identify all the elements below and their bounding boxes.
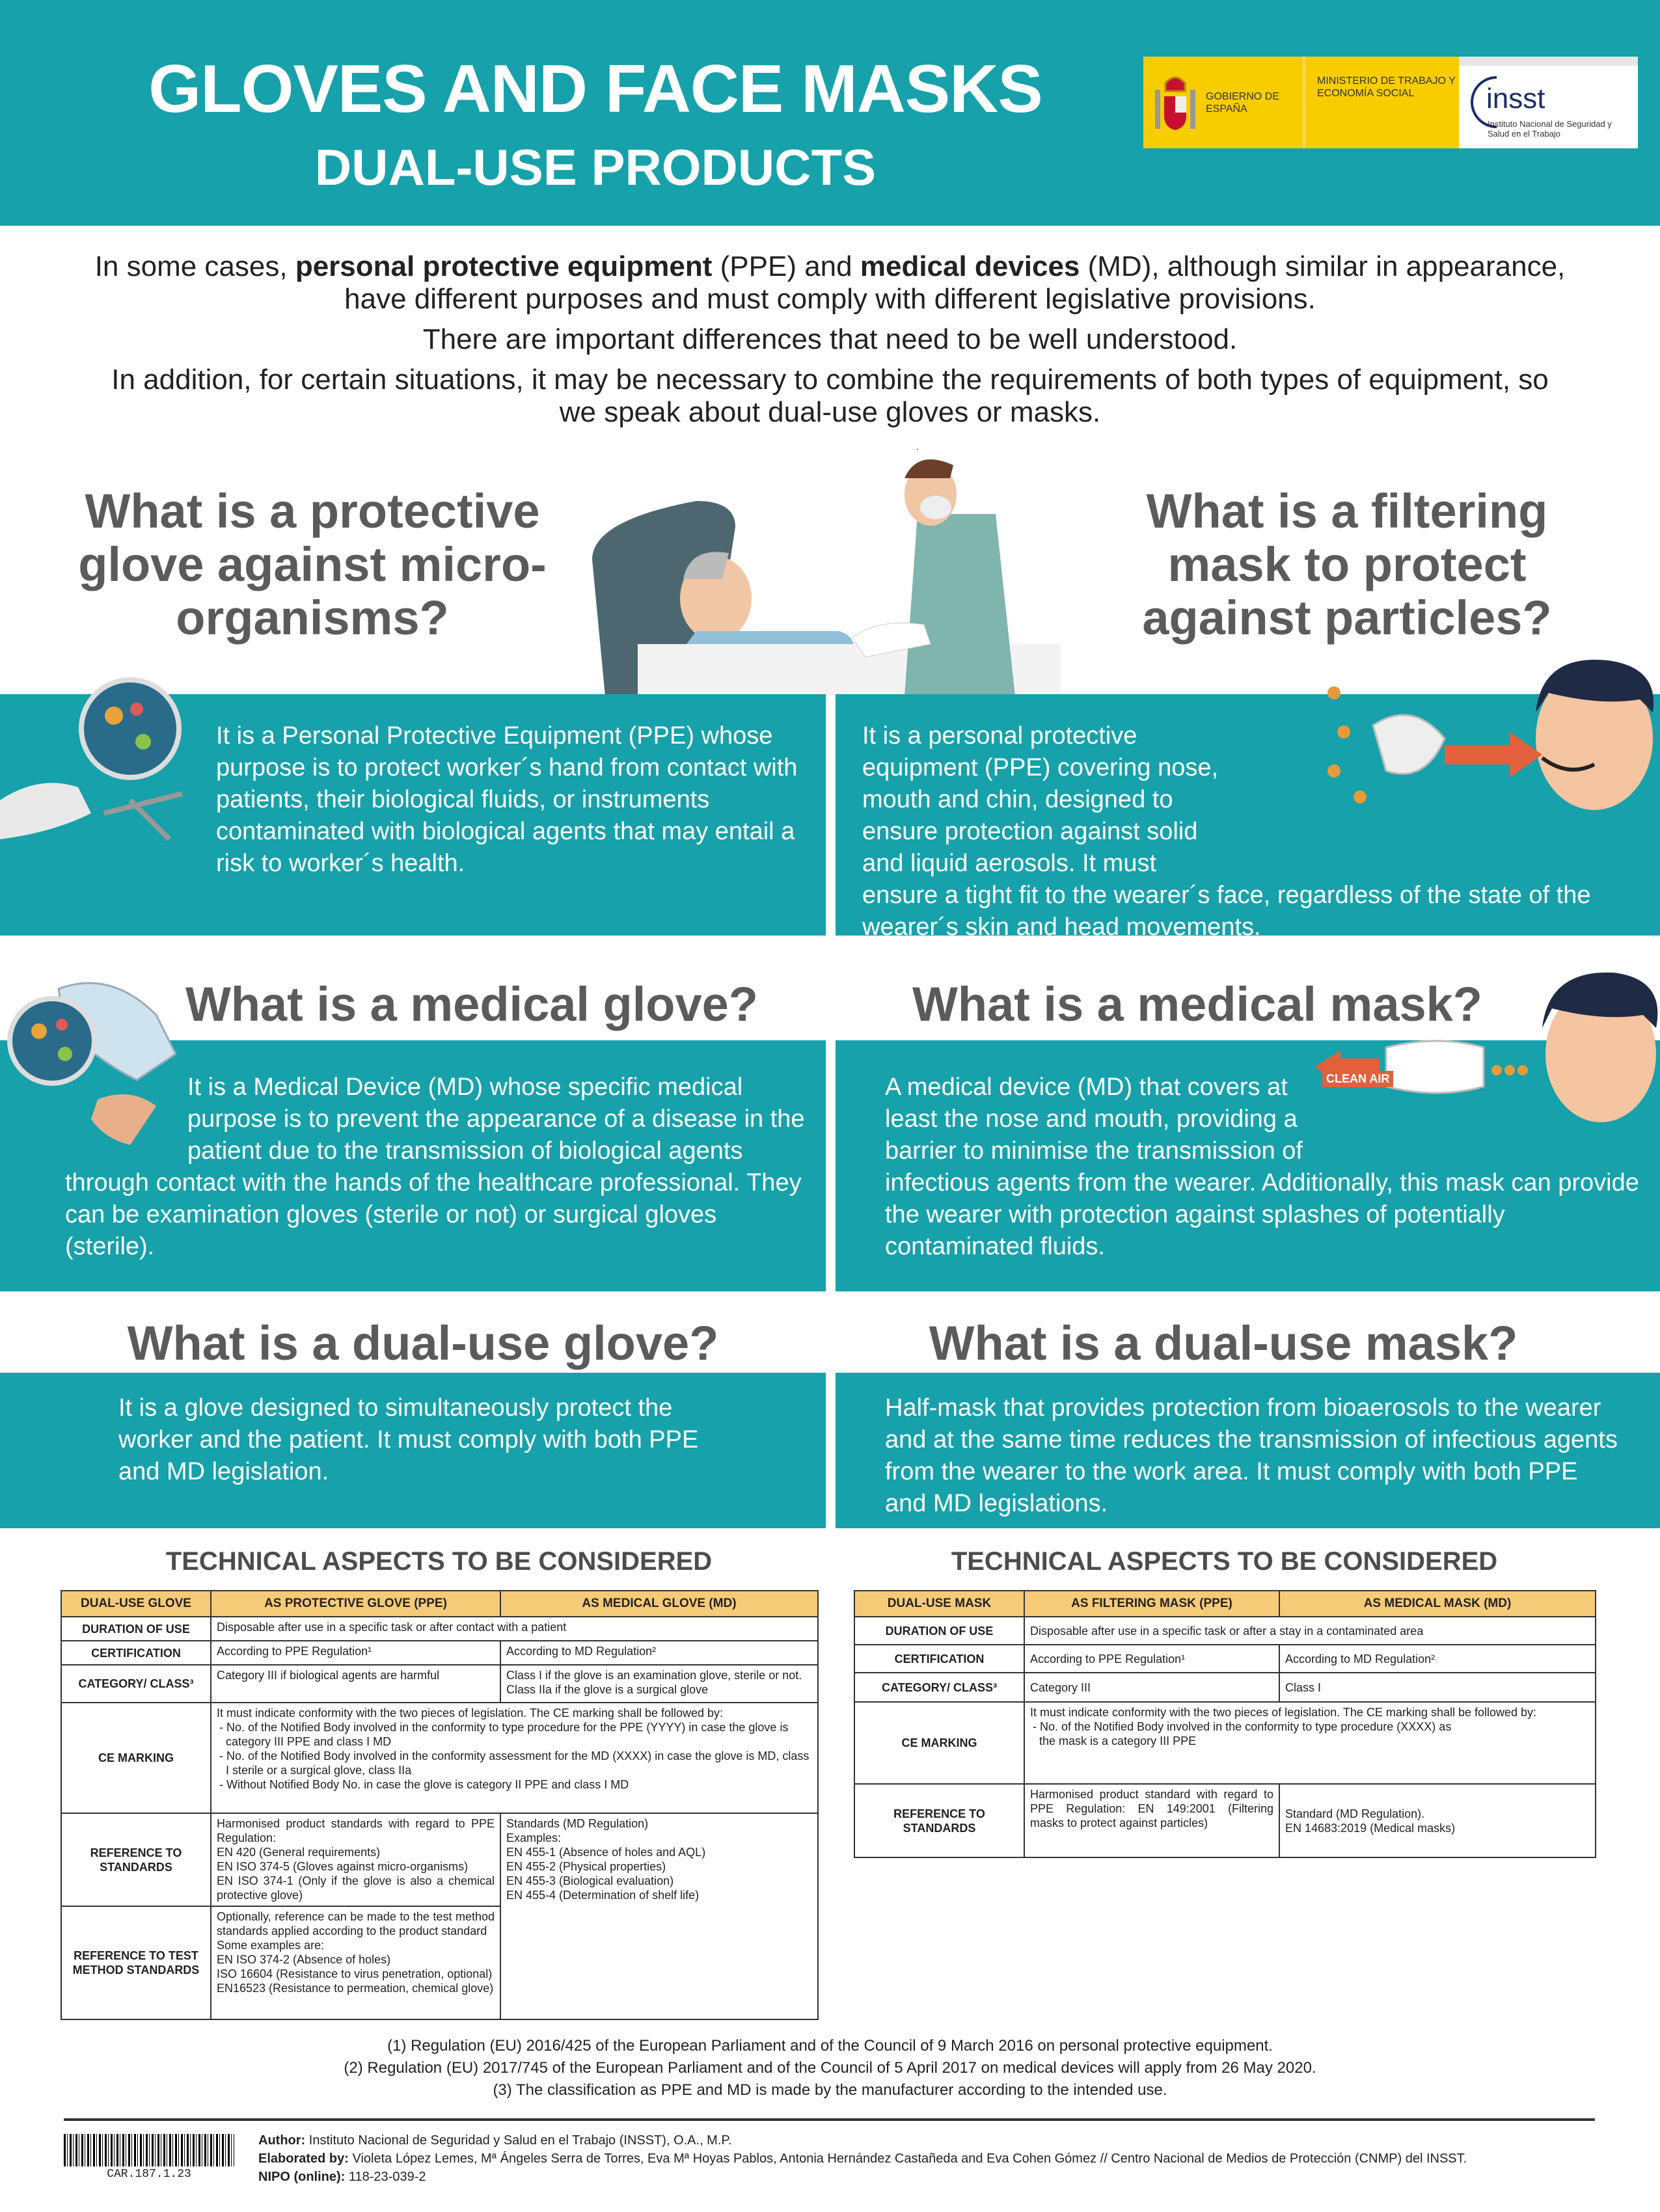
mask-table-certification-md: According to MD Regulation²	[1279, 1645, 1596, 1673]
mask-table	[854, 1590, 1596, 1858]
glove-table-standards-md-5: EN 455-4 (Determination of shelf life)	[506, 1889, 700, 1902]
mask-table-duration-value: Disposable after use in a specific task or after a stay in a contaminated area	[1024, 1617, 1596, 1645]
mask-table-category-ppe: Category III	[1024, 1673, 1279, 1702]
insst-wordmark: insst	[1486, 83, 1545, 115]
page-subtitle: DUAL-USE PRODUCTS	[314, 139, 877, 196]
footer-credits	[258, 2131, 1467, 2186]
glove-table-category-label: CATEGORY/ CLASS³	[61, 1665, 211, 1703]
mask-table-standards-md2: EN 14683:2019 (Medical masks)	[1285, 1821, 1456, 1835]
mask-table-title: TECHNICAL ASPECTS TO BE CONSIDERED	[951, 1547, 1498, 1576]
glove-table-ce-label: CE MARKING	[61, 1703, 211, 1813]
table-row	[854, 1645, 1596, 1673]
glove-table-duration-value: Disposable after use in a specific task or after contact with a patient	[211, 1617, 818, 1641]
mask-table-standards-label: REFERENCE TO STANDARDS	[854, 1784, 1024, 1857]
clean-air-label: CLEAN AIR	[1322, 1071, 1393, 1087]
mask-table-certification-ppe: According to PPE Regulation¹	[1024, 1645, 1279, 1673]
glove-table-test-ppe-4: EN16523 (Resistance to permeation, chemical glove)	[217, 1982, 494, 1995]
dual-glove-box	[0, 1373, 826, 1528]
footnotes	[0, 2035, 1660, 2101]
glove-microorganism-illustration	[0, 670, 202, 865]
intro-p2: There are important differences that need to be well understood.	[422, 323, 1238, 355]
glove-table-headers-2: AS MEDICAL GLOVE (MD)	[500, 1591, 818, 1617]
glove-table-test-ppe-3: ISO 16604 (Resistance to virus penetration, optional)	[217, 1967, 493, 1980]
glove-table-title: TECHNICAL ASPECTS TO BE CONSIDERED	[165, 1547, 713, 1576]
heading-filtering-mask: What is a filtering mask to protect against particles?	[1142, 484, 1552, 645]
glove-table-standards-md-1: Examples:	[506, 1831, 562, 1844]
glove-table-duration-label: DURATION OF USE	[61, 1617, 211, 1641]
intro-p1-c: (PPE) and	[712, 250, 860, 282]
mask-table-duration-label: DURATION OF USE	[854, 1617, 1024, 1645]
glove-table-standards-md-2: EN 455-1 (Absence of holes and AQL)	[506, 1846, 706, 1859]
glove-table-category-ppe: Category III if biological agents are harmful	[211, 1665, 500, 1703]
intro-p3: In addition, for certain situations, it may be necessary to combine the requirements of both types of equipment, so we speak about dual-use gloves or masks.	[111, 364, 1549, 428]
mask-table-headers-2: AS MEDICAL MASK (MD)	[1279, 1591, 1596, 1617]
glove-table-ce-items-0: - No. of the Notified Body involved in the conformity to type procedure for the PPE (YYYY) in case the glove is category III PPE and class I MD	[219, 1721, 789, 1748]
glove-table-ce-items-2: - Without Notified Body No. in case the glove is category II PPE and class I MD	[219, 1778, 629, 1791]
glove-table-ce-intro: It must indicate conformity with the two pieces of legislation. The CE marking shall be followed by:	[217, 1706, 724, 1720]
medical-glove-illustration	[0, 969, 189, 1152]
dual-mask-box	[836, 1373, 1660, 1528]
heading-medical-glove: What is a medical glove?	[185, 977, 758, 1031]
glove-table-ce-items-1: - No. of the Notified Body involved in the conformity assessment for the MD (XXXX) in case the glove is MD, class I sterile or a surgical glove, class IIa	[219, 1749, 810, 1777]
table-row	[854, 1673, 1596, 1702]
mask-table-category-md: Class I	[1279, 1673, 1596, 1702]
glove-table-category-md1: Class I if the glove is an examination glove, sterile or not.	[506, 1669, 802, 1682]
glove-table-standards-ppe-2: EN ISO 374-5 (Gloves against micro-organisms)	[217, 1860, 469, 1873]
mask-table-headers-0: DUAL-USE MASK	[854, 1591, 1024, 1617]
glove-table-standards-md-4: EN 455-3 (Biological evaluation)	[506, 1874, 674, 1887]
page-title: GLOVES AND FACE MASKS	[148, 51, 1042, 127]
footer-nipo: 118-23-039-2	[345, 2170, 426, 2184]
footer-author: Instituto Nacional de Seguridad y Salud en el Trabajo (INSST), O.A., M.P.	[305, 2133, 732, 2148]
glove-table-test-ppe-0: Optionally, reference can be made to the test method standards applied according to the product standard	[217, 1910, 495, 1937]
glove-table-standards-md-3: EN 455-2 (Physical properties)	[506, 1860, 666, 1873]
glove-table-standards-ppe-0: Harmonised product standards with regard to PPE Regulation:	[217, 1817, 495, 1844]
table-row	[854, 1784, 1596, 1857]
footer-author-label: Author:	[258, 2133, 306, 2148]
glove-table-certification-label: CERTIFICATION	[61, 1641, 211, 1665]
glove-table-test-label: REFERENCE TO TEST METHOD STANDARDS	[61, 1906, 211, 2019]
heading-dual-mask: What is a dual-use mask?	[929, 1316, 1518, 1370]
glove-table-category-md2: Class IIa if the glove is a surgical glove	[506, 1683, 709, 1696]
mask-table-certification-label: CERTIFICATION	[854, 1645, 1024, 1673]
footer-elaborated-label: Elaborated by:	[258, 2151, 349, 2166]
patient-doctor-illustration	[579, 449, 1087, 696]
mask-table-standards-ppe: Harmonised product standard with regard to PPE Regulation: EN 149:2001 (Filtering masks to protect against particles)	[1024, 1784, 1279, 1857]
ministerio-logo: MINISTERIO DE TRABAJO Y ECONOMÍA SOCIAL	[1303, 57, 1459, 148]
table-row	[854, 1617, 1596, 1645]
dual-glove-text: It is a glove designed to simultaneously protect the worker and the patient. It must comply with both PPE and MD legislation.	[118, 1394, 699, 1485]
heading-protective-glove: What is a protective glove against micro-organisms?	[78, 484, 547, 645]
barcode-label: CAR.187.1.23	[107, 2168, 191, 2181]
insst-logo	[1459, 57, 1638, 148]
face-filtering-mask-illustration	[1308, 654, 1660, 823]
glove-table-standards-md-0: Standards (MD Regulation)	[506, 1817, 649, 1830]
footnotes-2: (3) The classification as PPE and MD is made by the manufacturer according to the intended use.	[493, 2081, 1167, 2099]
mask-table-standards-md1: Standard (MD Regulation).	[1285, 1807, 1425, 1820]
protective-glove-text: It is a Personal Protective Equipment (PPE) whose purpose is to protect worker´s hand from contact with patients, their biological fluids, or instruments contaminated with biological agents that may entail a risk to worker´s health.	[216, 722, 798, 877]
footnotes-1: (2) Regulation (EU) 2017/745 of the European Parliament and of the Council of 5 April 2017 on medical devices will apply from 26 May 2020.	[344, 2059, 1316, 2077]
table-row	[854, 1702, 1596, 1784]
glove-table-certification-ppe: According to PPE Regulation¹	[211, 1641, 500, 1665]
footnotes-0: (1) Regulation (EU) 2016/425 of the European Parliament and of the Council of 9 March 2016 on personal protective equipment.	[387, 2037, 1273, 2055]
glove-table-standards-ppe-3: EN ISO 374-1 (Only if the glove is also a chemical protective glove)	[217, 1874, 495, 1902]
face-medical-mask-illustration	[1301, 956, 1660, 1126]
intro-p1-b: personal protective equipment	[295, 250, 713, 282]
glove-table-test-ppe-1: Some examples are:	[217, 1939, 325, 1952]
footer-nipo-label: NIPO (online):	[258, 2170, 346, 2184]
coat-of-arms-icon	[1152, 70, 1198, 135]
logos	[1143, 57, 1638, 148]
intro-p1-d: medical devices	[860, 250, 1080, 282]
mask-table-ce-label: CE MARKING	[854, 1702, 1024, 1784]
barcode-icon	[64, 2134, 234, 2166]
table-row	[61, 1641, 818, 1665]
medical-glove-text: It is a Medical Device (MD) whose specific medical purpose is to prevent the appearance of a disease in the patient due to the transmission of biological agents through contact with the hands of the healthcare professional. They can be examination gloves (sterile or not) or surgical gloves (sterile).	[65, 1073, 805, 1260]
gobierno-logo	[1143, 57, 1303, 148]
glove-table-headers-1: AS PROTECTIVE GLOVE (PPE)	[211, 1591, 500, 1617]
glove-table-headers-0: DUAL-USE GLOVE	[61, 1591, 211, 1617]
glove-table-standards-label: REFERENCE TO STANDARDS	[61, 1813, 211, 1906]
heading-medical-mask: What is a medical mask?	[912, 977, 1482, 1031]
intro-text	[39, 250, 1621, 437]
glove-table-standards-ppe-1: EN 420 (General requirements)	[217, 1846, 381, 1859]
mask-table-ce-item: - No. of the Notified Body involved in the conformity to type procedure (XXXX) as the mask is a category III PPE	[1033, 1720, 1452, 1747]
insst-subtitle: Instituto Nacional de Seguridad y Salud en el Trabajo	[1488, 119, 1612, 139]
glove-table-certification-md: According to MD Regulation²	[500, 1641, 818, 1665]
glove-table	[61, 1590, 819, 2020]
table-row	[61, 1813, 818, 1906]
intro-p1-a: In some cases,	[94, 250, 295, 282]
table-row	[61, 1703, 818, 1813]
mask-table-category-label: CATEGORY/ CLASS³	[854, 1673, 1024, 1702]
footer-elaborated: Violeta López Lemes, Mª Ángeles Serra de Torres, Eva Mª Hoyas Pablos, Antonia Hernández Castañeda and Eva Cohen Gómez // Centro Nacional de Medios de Protección (CNMP) del INSST.	[348, 2151, 1467, 2166]
dual-mask-text: Half-mask that provides protection from bioaerosols to the wearer and at the same time reduces the transmission of infectious agents from the wearer to the work area. It must comply with both PPE and MD legislations.	[885, 1394, 1618, 1517]
filtering-mask-text: It is a personal protective equipment (PPE) covering nose, mouth and chin, designed to ensure protection against solid and liquid aerosols. It must ensure a tight fit to the wearer´s face, regardless of the state of the wearer´s skin and head movements.	[862, 722, 1591, 941]
mask-table-ce-intro: It must indicate conformity with the two pieces of legislation. The CE marking shall be followed by:	[1030, 1706, 1537, 1719]
medical-mask-text: A medical device (MD) that covers at least the nose and mouth, providing a barrier to minimise the transmission of infectious agents from the wearer. Additionally, this mask can provide the wearer with protection against splashes of potentially contaminated fluids.	[885, 1073, 1639, 1260]
footer-divider	[64, 2118, 1595, 2121]
table-row	[61, 1665, 818, 1703]
gobierno-text: GOBIERNO DE ESPAÑA	[1206, 90, 1279, 115]
glove-table-test-ppe-2: EN ISO 374-2 (Absence of holes)	[217, 1953, 391, 1966]
intro-p1-e: (MD), although similar in appearance, have different purposes and must comply with different legislative provisions.	[344, 250, 1566, 315]
mask-table-headers-1: AS FILTERING MASK (PPE)	[1024, 1591, 1279, 1617]
heading-dual-glove: What is a dual-use glove?	[127, 1316, 719, 1370]
table-row	[61, 1617, 818, 1641]
